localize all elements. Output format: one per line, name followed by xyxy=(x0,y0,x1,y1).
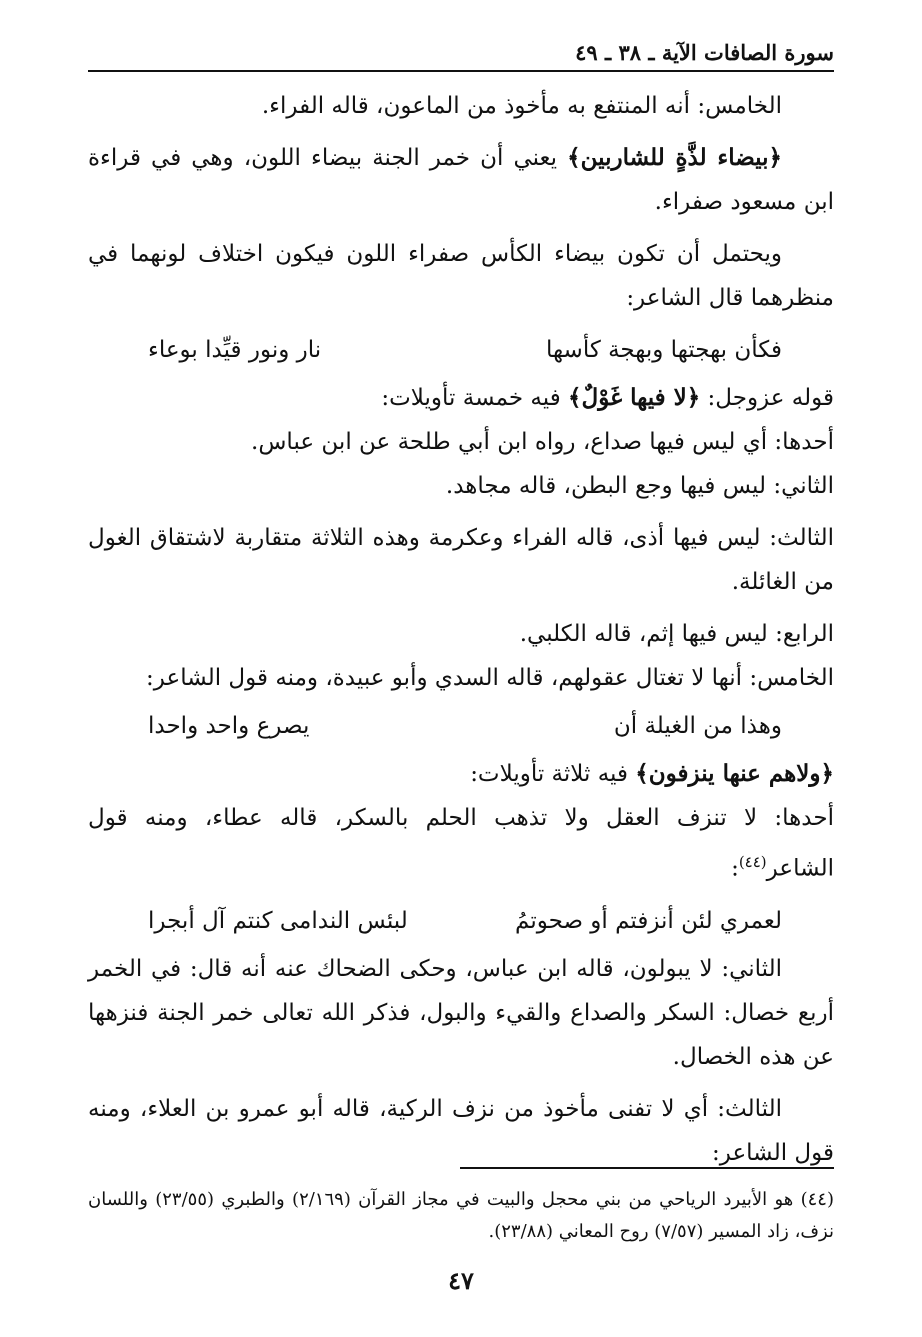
paragraph-11 xyxy=(88,796,834,891)
quran-quote: ﴿بيضاء لذَّةٍ للشاربين﴾ xyxy=(567,144,782,171)
verse-3-second-hemistich: لبئس الندامى كنتم آل أبجرا xyxy=(148,907,408,934)
paragraph-13: الثالث: أي لا تفنى مأخوذ من نزف الركية، قاله أبو عمرو بن العلاء، ومنه قول الشاعر: xyxy=(88,1095,834,1166)
footnote-reference: (٤٤) xyxy=(738,853,767,871)
paragraph-4 xyxy=(88,376,834,420)
poetry-verse-2 xyxy=(88,704,834,748)
paragraph-2 xyxy=(88,136,834,224)
quran-quote: ﴿لا فيها غَوْلٌ﴾ xyxy=(568,384,701,411)
verse-1-second-hemistich: نار ونور قيِّدا بوعاء xyxy=(148,337,322,363)
header-title: سورة الصافات الآية ـ ٣٨ ـ ٤٩ xyxy=(575,40,834,65)
paragraph-1: الخامس: أنه المنتفع به مأخوذ من الماعون، قاله الفراء. xyxy=(261,93,782,119)
paragraph-12: الثاني: لا يبولون، قاله ابن عباس، وحكى الضحاك عنه أنه قال: في الخمر أربع خصال: السكر والصداع والقيء والبول، فذكر الله تعالى خمر الجنة فنزهها عن هذه الخصال. xyxy=(88,955,834,1070)
verse-1-first-hemistich: فكأن بهجتها وبهجة كأسها xyxy=(545,337,782,363)
paragraph-10 xyxy=(88,752,834,796)
verse-2-second-hemistich: يصرع واحد واحدا xyxy=(148,713,310,739)
verse-3-first-hemistich: لعمري لئن أنزفتم أو صحوتمُ xyxy=(515,907,782,934)
paragraph-7: الثالث: ليس فيها أذى، قاله الفراء وعكرمة وهذه الثلاثة متقاربة لاشتقاق الغول من الغائلة. xyxy=(88,525,834,595)
paragraph-4-lead: قوله عزوجل: xyxy=(700,385,834,411)
paragraph-11-end: : xyxy=(731,855,739,882)
footnote-separator xyxy=(460,1167,834,1169)
paragraph-10-text: فيه ثلاثة تأويلات: xyxy=(470,761,636,787)
verse-2-first-hemistich: وهذا من الغيلة أن xyxy=(613,713,782,739)
paragraph-9: الخامس: أنها لا تغتال عقولهم، قاله السدي وأبو عبيدة، ومنه قول الشاعر: xyxy=(146,665,834,691)
poetry-verse-3 xyxy=(88,899,834,943)
footnote-44: (٤٤) هو الأبيرد الرياحي من بني محجل والبيت في مجاز القرآن (٢/١٦٩) والطبري (٢٣/٥٥) واللسان نزف، زاد المسير (٧/٥٧) روح المعاني (٢٣/٨٨). xyxy=(88,1189,834,1242)
footnotes xyxy=(88,1184,834,1248)
paragraph-4-text: فيه خمسة تأويلات: xyxy=(381,385,568,411)
paragraph-2-text: يعني أن خمر الجنة بيضاء اللون، وهي في قراءة ابن مسعود صفراء. xyxy=(88,145,834,215)
paragraph-8: الرابع: ليس فيها إثم، قاله الكلبي. xyxy=(519,621,834,647)
poetry-verse-1 xyxy=(88,328,834,372)
paragraph-6: الثاني: ليس فيها وجع البطن، قاله مجاهد. xyxy=(445,473,834,499)
paragraph-11-text: أحدها: لا تنزف العقل ولا تذهب الحلم بالسكر، قاله عطاء، ومنه قول الشاعر xyxy=(88,805,834,882)
running-header xyxy=(88,38,834,72)
quran-quote: ﴿ولاهم عنها ينزفون﴾ xyxy=(635,760,834,787)
page-number: ٤٧ xyxy=(448,1266,474,1295)
paragraph-3: ويحتمل أن تكون بيضاء الكأس صفراء اللون فيكون اختلاف لونهما في منظرهما قال الشاعر: xyxy=(88,241,834,311)
main-text xyxy=(88,84,834,1175)
paragraph-5: أحدها: أي ليس فيها صداع، رواه ابن أبي طلحة عن ابن عباس. xyxy=(251,429,834,455)
